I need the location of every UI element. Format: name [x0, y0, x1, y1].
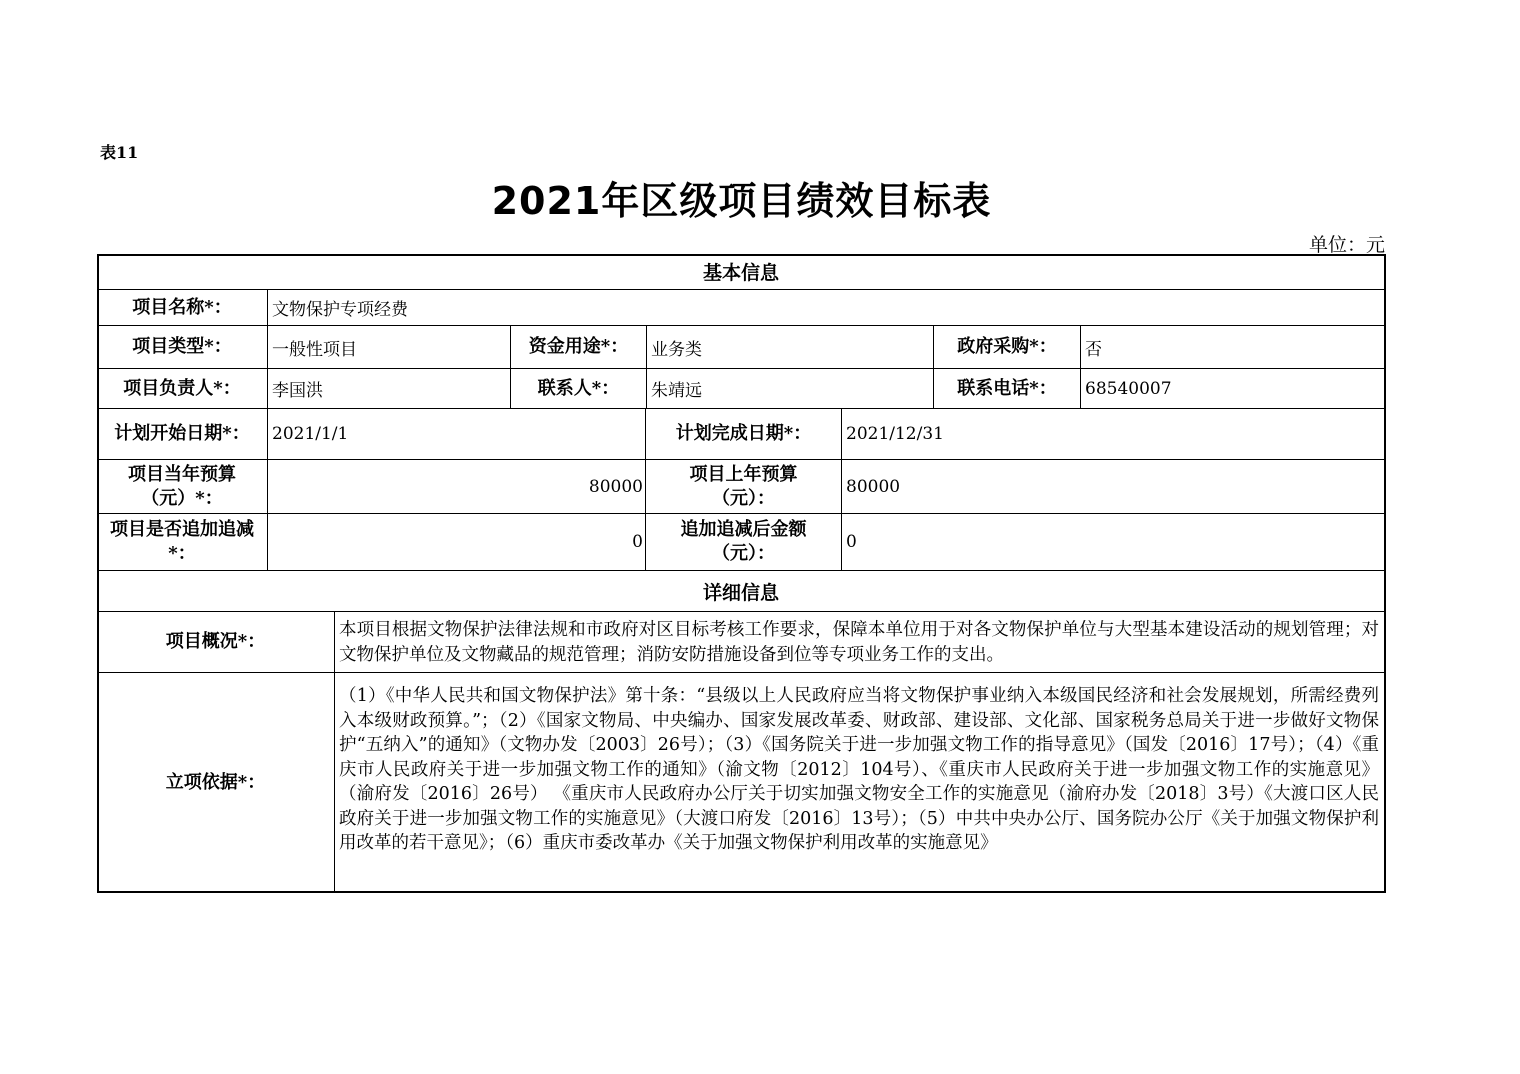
overview-text: 本项目根据文物保护法律法规和市政府对区目标考核工作要求，保障本单位用于对各文物保护单位与大型基本建设活动的规划管理；对文物保护单位及文物藏品的规范管理；消防安防措施设备到位等专项业务工作的支出。 [335, 612, 1386, 673]
gov-purchase-value: 否 [1081, 326, 1386, 369]
budget-value: 80000 [268, 460, 646, 514]
end-date-value: 2021/12/31 [842, 409, 1386, 460]
phone-value: 68540007 [1081, 369, 1386, 409]
end-date-label: 计划完成日期*： [646, 409, 842, 460]
prev-budget-label-line1: 项目上年预算 [689, 463, 798, 485]
owner-label: 项目负责人*： [97, 369, 268, 409]
overview-label: 项目概况*： [97, 612, 335, 673]
section-basic-info: 基本信息 [97, 254, 1386, 290]
adjust-value: 0 [268, 514, 646, 571]
project-type-label: 项目类型*： [97, 326, 268, 369]
start-date-label: 计划开始日期*： [97, 409, 268, 460]
gov-purchase-label: 政府采购*： [934, 326, 1081, 369]
contact-label: 联系人*： [511, 369, 647, 409]
budget-label [97, 460, 268, 514]
phone-label: 联系电话*： [934, 369, 1081, 409]
start-date-value: 2021/1/1 [268, 409, 646, 460]
budget-label-line2: （元）*： [141, 487, 223, 509]
prev-budget-label-line2: （元）： [712, 487, 775, 509]
project-name-value: 文物保护专项经费 [268, 290, 1386, 326]
after-amount-label-line2: （元）： [712, 543, 775, 564]
basis-label: 立项依据*： [97, 673, 335, 893]
performance-table [97, 254, 1386, 893]
table-number: 表11 [100, 143, 139, 162]
project-name-label: 项目名称*： [97, 290, 268, 326]
fund-use-value: 业务类 [647, 326, 934, 369]
after-amount-value: 0 [842, 514, 1386, 571]
adjust-label-line1: 项目是否追加追减 [110, 519, 254, 540]
budget-label-line1: 项目当年预算 [128, 463, 236, 485]
after-amount-label [646, 514, 842, 571]
prev-budget-label [646, 460, 842, 514]
owner-value: 李国洪 [268, 369, 511, 409]
basis-text: （1）《中华人民共和国文物保护法》第十条：“县级以上人民政府应当将文物保护事业纳入本级国民经济和社会发展规划，所需经费列入本级财政预算。”；（2）《国家文物局、中央编办、国家发展改革委、财政部、建设部、文化部、国家税务总局关于进一步做好文物保护“五纳入”的通知》（文物办发〔2003〕26号）；（3）《国务院关于进一步加强文物工作的指导意见》（国发〔2016〕17号）；（4）《重庆市人民政府关于进一步加强文物工作的通知》（渝文物〔2012〕104号）、《重庆市人民政府关于进一步加强文物工作的实施意见》（渝府发〔2016〕26号） 《重庆市人民政府办公厅关于切实加强文物安全工作的实施意见（渝府办发〔2018〕3号）《大渡口区人民政府关于进一步加强文物工作的实施意见》（大渡口府发〔2016〕13号）；（5）中共中央办公厅、国务院办公厅《关于加强文物保护利用改革的若干意见》；（6）重庆市委改革办《关于加强文物保护利用改革的实施意见》 [335, 673, 1386, 893]
unit-label: 单位：元 [1308, 234, 1385, 256]
adjust-label-line2: *： [168, 543, 196, 564]
after-amount-label-line1: 追加追减后金额 [680, 519, 807, 540]
adjust-label [97, 514, 268, 571]
page-title: 2021年区级项目绩效目标表 [491, 179, 992, 223]
project-type-value: 一般性项目 [268, 326, 511, 369]
section-detail-info: 详细信息 [97, 571, 1386, 612]
prev-budget-value: 80000 [842, 460, 1386, 514]
contact-value: 朱靖远 [647, 369, 934, 409]
fund-use-label: 资金用途*： [511, 326, 647, 369]
